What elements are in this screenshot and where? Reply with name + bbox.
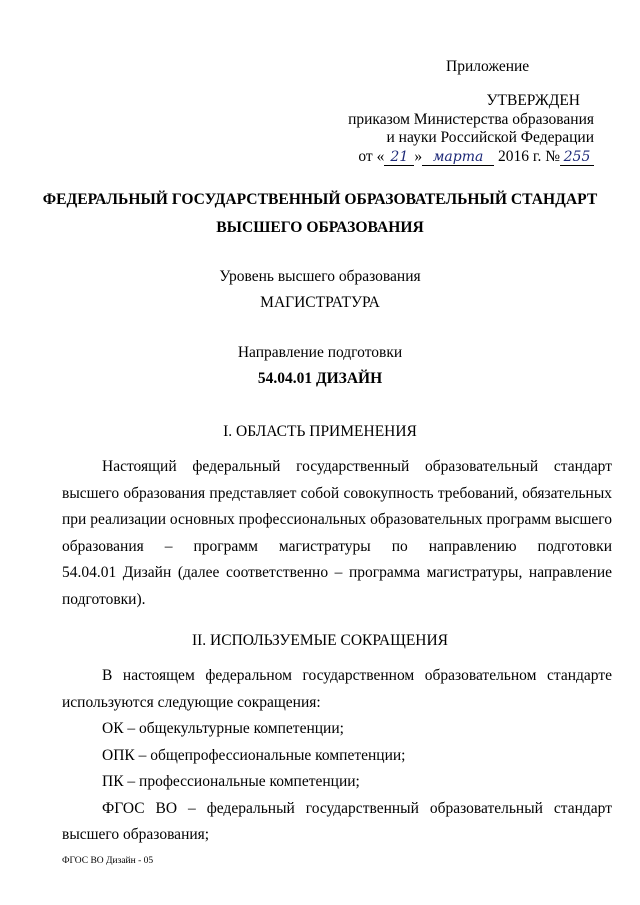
- section-1-line: 54.04.01 Дизайн (далее соответственно – программа магистратуры, направление: [62, 564, 612, 581]
- abbr-fgos-line: ФГОС ВО – федеральный государственный образовательный стандарт: [102, 799, 612, 817]
- level-value: МАГИСТРАТУРА: [260, 294, 380, 311]
- order-line-2: и науки Российской Федерации: [386, 129, 594, 146]
- title-line-2: ВЫСШЕГО ОБРАЗОВАНИЯ: [216, 219, 424, 236]
- abbr-ok: ОК – общекультурные компетенции;: [102, 720, 344, 737]
- appendix-label: Приложение: [446, 58, 530, 75]
- order-number-handwritten: 255: [563, 148, 591, 165]
- section-1-line: образования – программ магистратуры по направлению подготовки: [62, 537, 612, 555]
- title-line-1: ФЕДЕРАЛЬНЫЙ ГОСУДАРСТВЕННЫЙ ОБРАЗОВАТЕЛЬНЫЙ СТАНДАРТ: [42, 191, 598, 208]
- section-1-paragraph: [62, 454, 612, 613]
- level-label: Уровень высшего образования: [219, 268, 421, 285]
- section-1-line: высшего образования представляет собой совокупность требований, обязательных: [62, 484, 612, 502]
- abbr-pk: ПК – профессиональные компетенции;: [102, 773, 360, 790]
- date-day-handwritten: 21: [390, 148, 409, 165]
- approved-label: УТВЕРЖДЕН: [486, 92, 580, 109]
- section-1-line: подготовки).: [62, 590, 146, 608]
- document-title: [0, 186, 640, 242]
- direction-label: Направление подготовки: [237, 344, 403, 361]
- section-1-line: Настоящий федеральный государственный образовательный стандарт: [102, 458, 612, 475]
- approval-block: [348, 92, 594, 166]
- section-2-body: [62, 663, 612, 849]
- section-2-intro-line: используются следующие сокращения:: [62, 693, 321, 711]
- abbr-opk: ОПК – общепрофессиональные компетенции;: [102, 746, 406, 764]
- order-line-1: приказом Министерства образования: [348, 110, 594, 128]
- direction-value: 54.04.01 ДИЗАЙН: [257, 370, 383, 387]
- section-2-intro-line: В настоящем федеральном государственном образовательном стандарте: [102, 667, 612, 684]
- date-month-handwritten: марта: [432, 148, 484, 165]
- date-year: 2016 г. №: [497, 147, 560, 165]
- abbr-fgos-line: высшего образования;: [62, 826, 210, 843]
- section-1-heading: I. ОБЛАСТЬ ПРИМЕНЕНИЯ: [223, 423, 417, 440]
- section-1-line: при реализации основных профессиональных образовательных программ высшего: [62, 511, 612, 528]
- page-footer: ФГОС ВО Дизайн - 05: [62, 856, 154, 866]
- date-prefix: от «: [358, 147, 385, 165]
- date-mid: »: [414, 147, 423, 165]
- order-date-line: [348, 148, 594, 167]
- section-2-heading: II. ИСПОЛЬЗУЕМЫЕ СОКРАЩЕНИЯ: [191, 632, 449, 649]
